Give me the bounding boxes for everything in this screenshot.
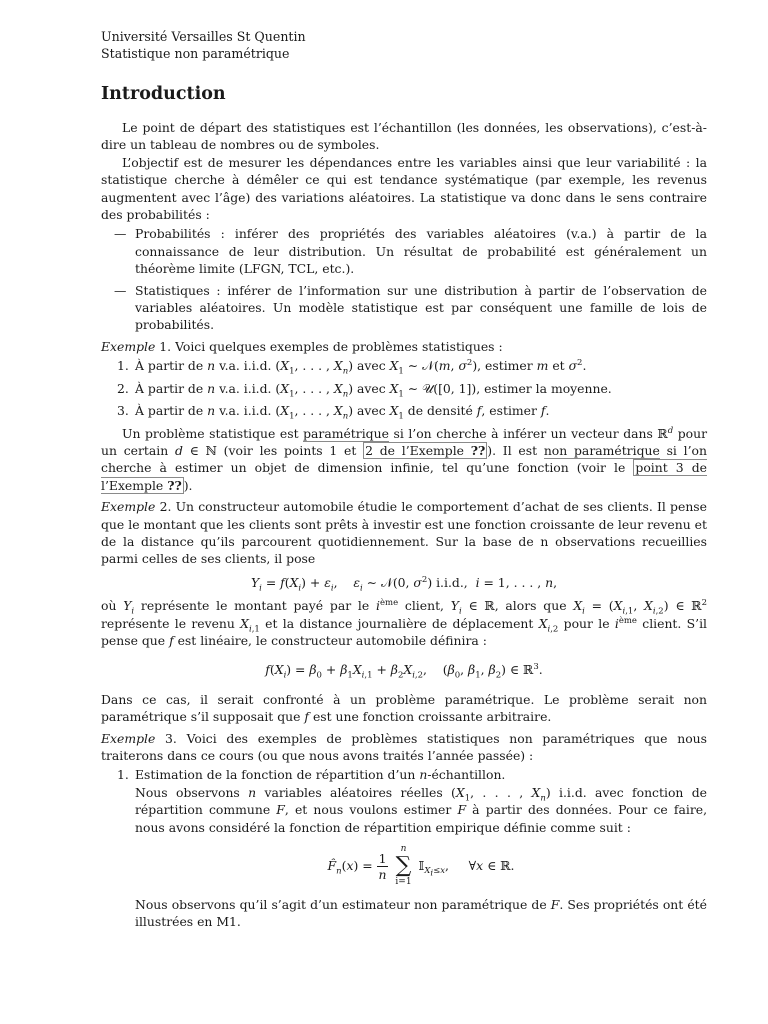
example-text: Voici quelques exemples de problèmes statistiques : [175, 338, 503, 354]
item-number: 1. [117, 767, 129, 783]
paragraph-intro: Le point de départ des statistiques est l’échantillon (les données, les observations), c’est-à-dire un tableau de nombres ou de symboles. [101, 120, 707, 153]
fraction-numerator: 1 [378, 850, 387, 866]
example-label: Exemple [101, 499, 156, 515]
fraction-denominator: n [378, 866, 387, 882]
section-title: Introduction [101, 84, 226, 104]
example-number: 3. [165, 730, 177, 746]
sum-lower-limit: i=1 [395, 877, 412, 888]
example-label: Exemple [101, 338, 156, 354]
list-item-text: À partir de n v.a. i.i.d. ($X_1$, . . . , $X_n$) avec $X_1$ ∼ 𝒰([0, 1]), estimer la moyenne. [135, 380, 612, 400]
example-2-explanation: où $Y_i$ représente le montant payé par le $i^{ème}$ client, $Y_i$ ∈ ℝ, alors que $X_i = (X_{i,1}$, $X_{i,2}$) ∈ ℝ$^2$ représente le revenu $X_{i,1}$ et la distance journalière de déplacement $X_{i,2}$ pour le $i^{ème}$ client. S’il pense que f est linéaire, le constructeur automobile définira : [101, 598, 707, 648]
section-body [101, 119, 707, 936]
example-3-list [101, 766, 707, 930]
item-number: 2. [117, 380, 129, 396]
item-number: 3. [117, 403, 129, 419]
summation [395, 844, 411, 888]
eq-lhs: $F̂_n(x)$ = [327, 857, 373, 876]
paragraph-parametric-definition: Un problème statistique est paramétrique si l’on cherche à inférer un vecteur dans ℝ$^d$ pour un certain d ∈ ℕ (voir les points 1 et 2 de l’Exemple ?? ). Il est non paramétrique si l’on cherche à estimer un objet de dimension infinie, tel qu’une fonction (voir le point 3 de l’Exemple ?? ). [101, 425, 708, 493]
sum-symbol: ∑ [395, 853, 412, 879]
list-item [101, 282, 707, 334]
sum-upper-limit: n [400, 844, 407, 855]
dash-list [101, 225, 707, 333]
dash-marker: — [114, 282, 127, 298]
list-item [101, 766, 707, 930]
header-university: Université Versailles St Quentin [101, 29, 306, 44]
eq-rhs: 𝕀$_{X_i\le x}$, ∀x ∈ ℝ. [418, 857, 515, 879]
fraction [377, 851, 389, 882]
list-item [101, 225, 707, 277]
list-item [101, 380, 707, 400]
equation-model: $Y_i = f(X_i) + \varepsilon_i$, $\varepsilon_i$ ∼ 𝒩(0, $\sigma^2$) i.i.d., i = 1, . . . , n, [250, 574, 558, 594]
item-number: 1. [117, 358, 129, 374]
item-title: Estimation de la fonction de répartition d’un n-échantillon. [135, 767, 506, 783]
item-conclusion: Nous observons qu’il s’agit d’un estimateur non paramétrique de F. Ses propriétés ont été illustrées en M1. [135, 897, 707, 930]
list-item-text: À partir de n v.a. i.i.d. ($X_1$, . . . , $X_n$) avec $X_1$ ∼ 𝒩(m, $\sigma^2$), estimer m et $\sigma^2$. [135, 358, 587, 377]
example-1-list [101, 357, 707, 422]
page-header [101, 28, 306, 62]
list-item [101, 402, 707, 422]
example-3-intro [101, 730, 707, 765]
paragraph-objective: L’objectif est de mesurer les dépendances entre les variables ainsi que leur variabilité : la statistique cherche à démêler ce qui est tendance systématique (par exemple, les revenus augmentent avec l’âge) des variations aléatoires. La statistique va donc dans le sens contraire des probabilités : [101, 154, 707, 223]
dash-marker: — [114, 226, 127, 242]
example-number: 2. [159, 499, 172, 515]
equation-linear: $f(X_i) = \beta_0 + \beta_1X_{i,1} + \beta_2X_{i,2}$, ($\beta_0$, $\beta_1$, $\beta_2$) ∈ ℝ$^3$. [265, 662, 543, 681]
example-text: Voici des exemples de problèmes statistiques non paramétriques que nous traiterons dans ce cours (ou que nous avons traités l’année passée) : [101, 730, 707, 763]
header-course: Statistique non paramétrique [101, 46, 290, 61]
list-item [101, 357, 707, 377]
example-1-intro [101, 338, 707, 355]
example-2-conclusion: Dans ce cas, il serait confronté à un problème paramétrique. Le problème serait non paramétrique s’il supposait que f est une fonction croissante arbitraire. [101, 691, 707, 725]
example-2-intro [101, 498, 707, 568]
example-label: Exemple [101, 730, 156, 746]
example-text: Un constructeur automobile étudie le comportement d’achat de ses clients. Il pense que le montant que les clients sont prêts à investir est une fonction croissante de leur revenu et de la distance qu’ils parcourent quotidiennement. Sur la base de n observations recueillies parmi celles de ses clients, il pose [101, 499, 707, 567]
equation-empirical-cdf [135, 844, 707, 888]
list-item-text: À partir de n v.a. i.i.d. ($X_1$, . . . , $X_n$) avec $X_1$ de densité f, estimer f. [135, 403, 550, 422]
item-body: Nous observons n variables aléatoires réelles ($X_1$, . . . , $X_n$) i.i.d. avec fonction de répartition commune F, et nous voulons estimer F à partir des données. Pour ce faire, nous avons considéré la fonction de répartition empirique définie comme suit : [135, 784, 708, 835]
example-number: 1. [159, 338, 172, 354]
list-item-text: Probabilités : inférer des propriétés des variables aléatoires (v.a.) à partir de la connaissance de leur distribution. Un résultat de probabilité est généralement un théorème limite (LFGN, TCL, etc.). [135, 226, 707, 277]
list-item-text: Statistiques : inférer de l’information sur une distribution à partir de l’observation de variables aléatoires. Un modèle statistique est par conséquent une famille de lois de probabilités. [135, 282, 707, 333]
